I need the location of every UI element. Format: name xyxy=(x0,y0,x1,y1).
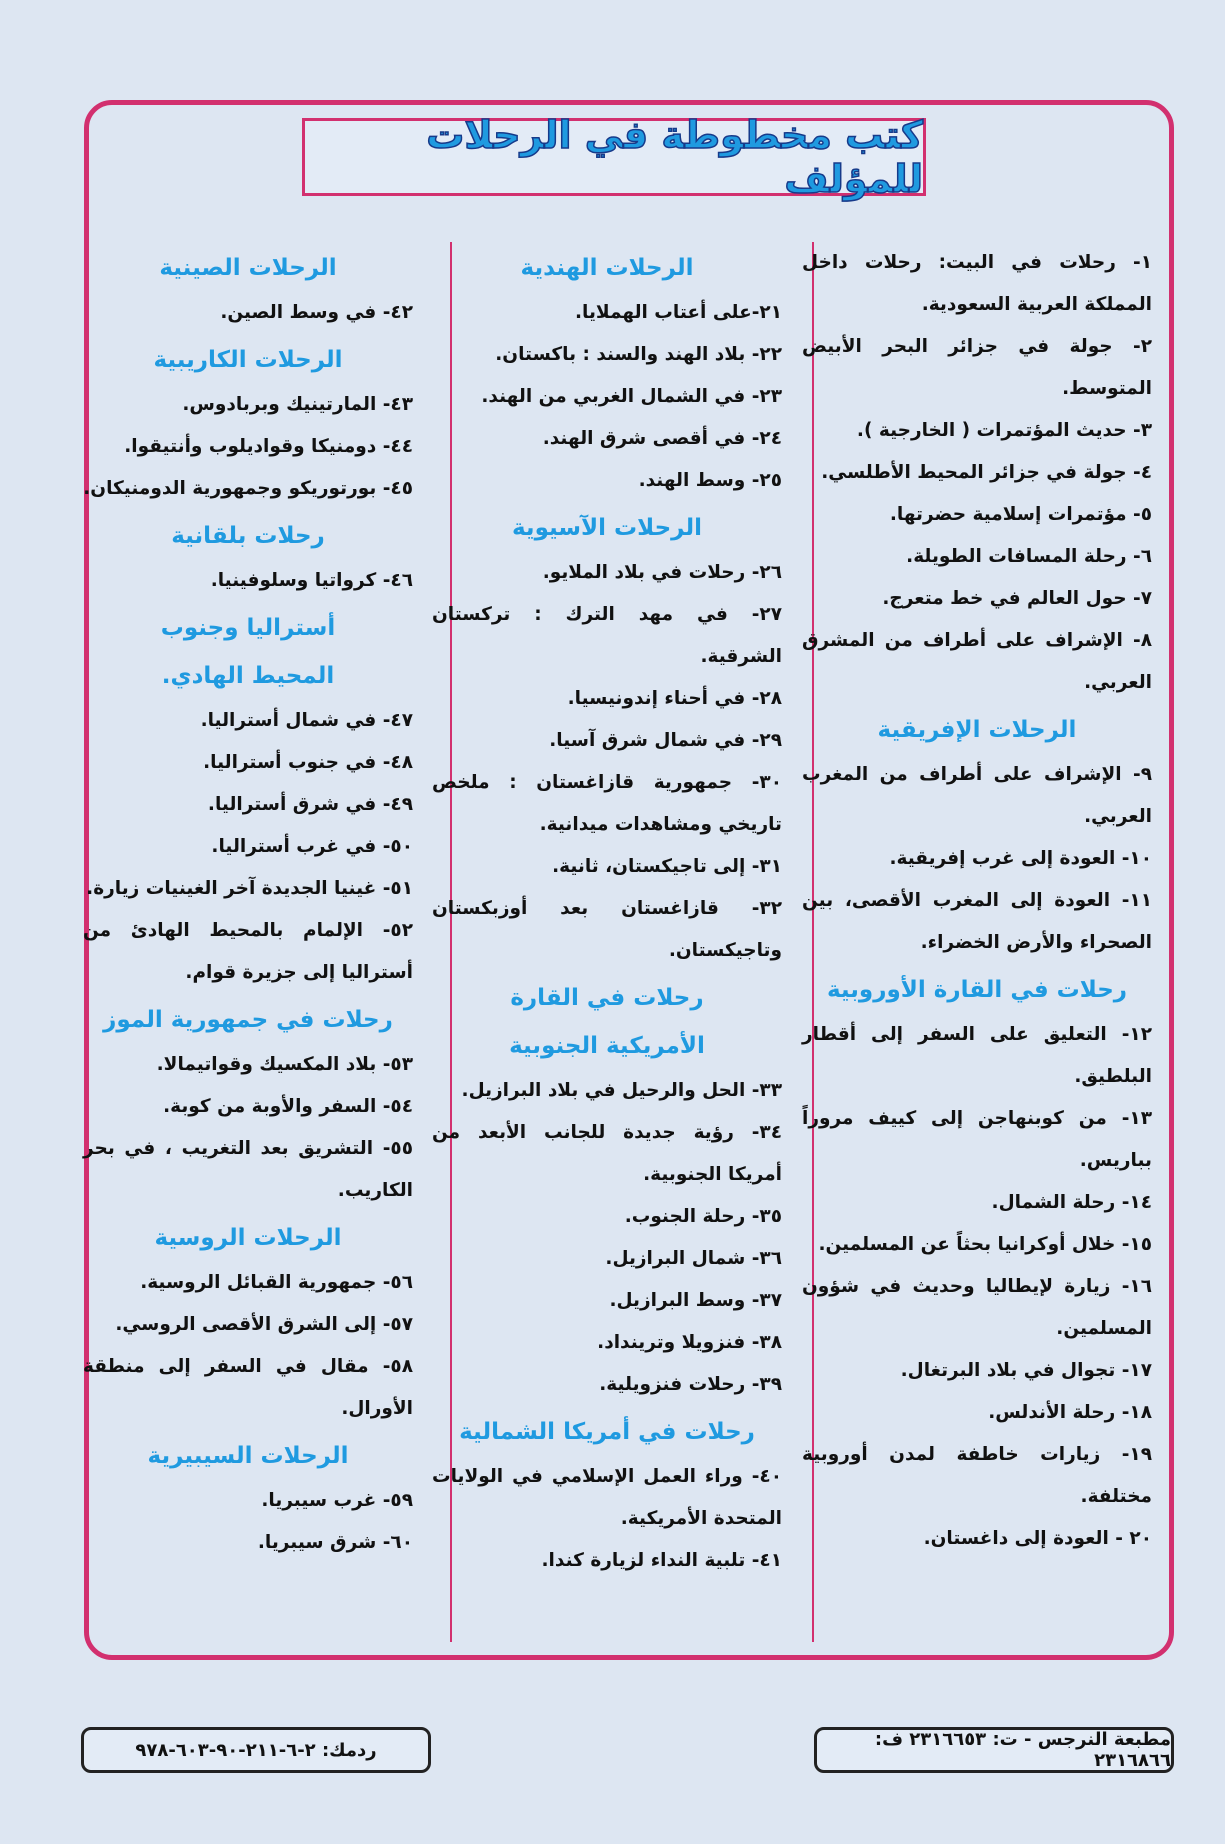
section-heading: المحيط الهادي. xyxy=(161,663,335,689)
list-item: ١٢- التعليق على السفر إلى أقطار البلطيق. xyxy=(802,1024,1152,1087)
list-item: ٣٨- فنزويلا وترينداد. xyxy=(597,1332,782,1353)
list-item: ٩- الإشراف على أطراف من المغرب العربي. xyxy=(802,764,1152,827)
list-item: ٥٧- إلى الشرق الأقصى الروسي. xyxy=(115,1314,413,1335)
list-item: ٣- حديث المؤتمرات ( الخارجية ). xyxy=(856,420,1152,441)
list-item: ٧- حول العالم في خط متعرج. xyxy=(882,588,1152,609)
list-item: ٢٦- رحلات في بلاد الملايو. xyxy=(542,562,782,583)
list-item: ١٣- من كوبنهاجن إلى كييف مروراً بباريس. xyxy=(802,1108,1152,1171)
page-title: كتب مخطوطة في الرحلات للمؤلف xyxy=(426,113,923,201)
isbn: ردمك: ٢-٦-٢١١-٩٠-٦٠٣-٩٧٨ xyxy=(135,1739,377,1761)
list-item: ٥٣- بلاد المكسيك وقواتيمالا. xyxy=(156,1054,413,1075)
list-item: ١- رحلات في البيت: رحلات داخل المملكة العربية السعودية. xyxy=(802,252,1152,315)
column-right xyxy=(802,242,1152,1560)
list-item: ٢٥- وسط الهند. xyxy=(638,470,782,491)
printer-info: مطبعة النرجس - ت: ٢٣١٦٦٥٣ ف: ٢٣١٦٨٦٦ xyxy=(874,1729,1171,1771)
list-item: ٢٠ - العودة إلى داغستان. xyxy=(923,1528,1152,1549)
list-item: ٥٨- مقال في السفر إلى منطقة الأورال. xyxy=(83,1356,413,1419)
section-heading: الرحلات الإفريقية xyxy=(877,717,1077,743)
list-item: ١٦- زيارة لإيطاليا وحديث في شؤون المسلمين. xyxy=(802,1276,1152,1339)
list-item: ٤٨- في جنوب أستراليا. xyxy=(203,752,413,773)
list-item: ٥٥- التشريق بعد التغريب ، في بحر الكاريب. xyxy=(83,1138,413,1201)
section-heading: الرحلات الهندية xyxy=(520,255,694,281)
list-item: ١٧- تجوال في بلاد البرتغال. xyxy=(900,1360,1152,1381)
section-heading: أستراليا وجنوب xyxy=(160,615,336,641)
list-item: ٤١- تلبية النداء لزيارة كندا. xyxy=(541,1550,782,1571)
list-item: ١٤- رحلة الشمال. xyxy=(991,1192,1152,1213)
list-item: ٣٦- شمال البرازيل. xyxy=(605,1248,782,1269)
list-item: ٢- جولة في جزائر البحر الأبيض المتوسط. xyxy=(802,336,1152,399)
list-item: ٢٢- بلاد الهند والسند : باكستان. xyxy=(495,344,782,365)
list-item: ٣٥- رحلة الجنوب. xyxy=(624,1206,782,1227)
list-item: ٢١-على أعتاب الهملايا. xyxy=(575,302,782,323)
list-item: ٣٢- قازاغستان بعد أوزبكستان وتاجيكستان. xyxy=(432,898,782,961)
isbn-box xyxy=(81,1727,431,1773)
list-item: ٢٩- في شمال شرق آسيا. xyxy=(549,730,782,751)
list-item: ١٨- رحلة الأندلس. xyxy=(988,1402,1152,1423)
section-heading: رحلات في القارة الأوروبية xyxy=(826,977,1128,1003)
list-item: ٢٤- في أقصى شرق الهند. xyxy=(542,428,782,449)
list-item: ٤٦- كرواتيا وسلوفينيا. xyxy=(210,570,413,591)
section-heading: الرحلات الآسيوية xyxy=(511,515,702,541)
list-item: ٥- مؤتمرات إسلامية حضرتها. xyxy=(889,504,1152,525)
list-item: ٢٨- في أحناء إندونيسيا. xyxy=(567,688,782,709)
section-heading: الأمريكية الجنوبية xyxy=(509,1033,705,1059)
list-item: ٥٢- الإلمام بالمحيط الهادئ من أستراليا إلى جزيرة قوام. xyxy=(83,920,413,983)
list-item: ٤٧- في شمال أستراليا. xyxy=(200,710,413,731)
list-item: ٥٤- السفر والأوبة من كوبة. xyxy=(163,1096,413,1117)
list-item: ٣٣- الحل والرحيل في بلاد البرازيل. xyxy=(461,1080,782,1101)
list-item: ٥٠- في غرب أستراليا. xyxy=(211,836,413,857)
list-item: ١٠- العودة إلى غرب إفريقية. xyxy=(889,848,1152,869)
list-item: ١٩- زيارات خاطفة لمدن أوروبية مختلفة. xyxy=(802,1444,1152,1507)
list-item: ٥٩- غرب سيبريا. xyxy=(261,1490,413,1511)
list-item: ٤٥- بورتوريكو وجمهورية الدومنيكان. xyxy=(83,478,413,499)
list-item: ٦٠- شرق سيبريا. xyxy=(257,1532,413,1553)
list-item: ٥١- غينيا الجديدة آخر الغينيات زيارة. xyxy=(86,878,413,899)
list-item: ٢٧- في مهد الترك : تركستان الشرقية. xyxy=(432,604,782,667)
section-heading: رحلات بلقانية xyxy=(171,523,325,549)
section-heading: الرحلات السيبيرية xyxy=(147,1443,349,1469)
list-item: ٣٧- وسط البرازيل. xyxy=(609,1290,782,1311)
list-item: ٣٩- رحلات فنزويلية. xyxy=(599,1374,782,1395)
section-heading: الرحلات الصينية xyxy=(159,255,337,281)
list-item: ٤- جولة في جزائر المحيط الأطلسي. xyxy=(821,462,1152,483)
printer-info-box xyxy=(814,1727,1174,1773)
column-left xyxy=(83,242,413,1564)
list-item: ٤٢- في وسط الصين. xyxy=(220,302,413,323)
list-item: ٢٣- في الشمال الغربي من الهند. xyxy=(481,386,782,407)
list-item: ٤٤- دومنيكا وقواديلوب وأنتيقوا. xyxy=(124,436,413,457)
list-item: ٥٦- جمهورية القبائل الروسية. xyxy=(140,1272,413,1293)
list-item: ٤٩- في شرق أستراليا. xyxy=(207,794,413,815)
title-box xyxy=(302,113,926,201)
list-item: ٨- الإشراف على أطراف من المشرق العربي. xyxy=(802,630,1152,693)
list-item: ٣٠- جمهورية قازاغستان : ملخص تاريخي ومشاهدات ميدانية. xyxy=(432,772,782,835)
list-item: ٣١- إلى تاجيكستان، ثانية. xyxy=(552,856,782,877)
list-item: ٤٣- المارتينيك وبربادوس. xyxy=(182,394,413,415)
column-middle xyxy=(432,242,782,1582)
section-heading: الرحلات الكاريبية xyxy=(153,347,343,373)
section-heading: رحلات في جمهورية الموز xyxy=(103,1007,393,1033)
section-heading: رحلات في القارة xyxy=(510,985,704,1011)
list-item: ٤٠- وراء العمل الإسلامي في الولايات المتحدة الأمريكية. xyxy=(432,1466,782,1529)
list-item: ٦- رحلة المسافات الطويلة. xyxy=(906,546,1152,567)
list-item: ٣٤- رؤية جديدة للجانب الأبعد من أمريكا الجنوبية. xyxy=(432,1122,782,1185)
section-heading: الرحلات الروسية xyxy=(154,1225,342,1251)
list-item: ١١- العودة إلى المغرب الأقصى، بين الصحراء والأرض الخضراء. xyxy=(802,890,1152,953)
section-heading: رحلات في أمريكا الشمالية xyxy=(459,1419,755,1445)
list-item: ١٥- خلال أوكرانيا بحثاً عن المسلمين. xyxy=(818,1234,1152,1255)
